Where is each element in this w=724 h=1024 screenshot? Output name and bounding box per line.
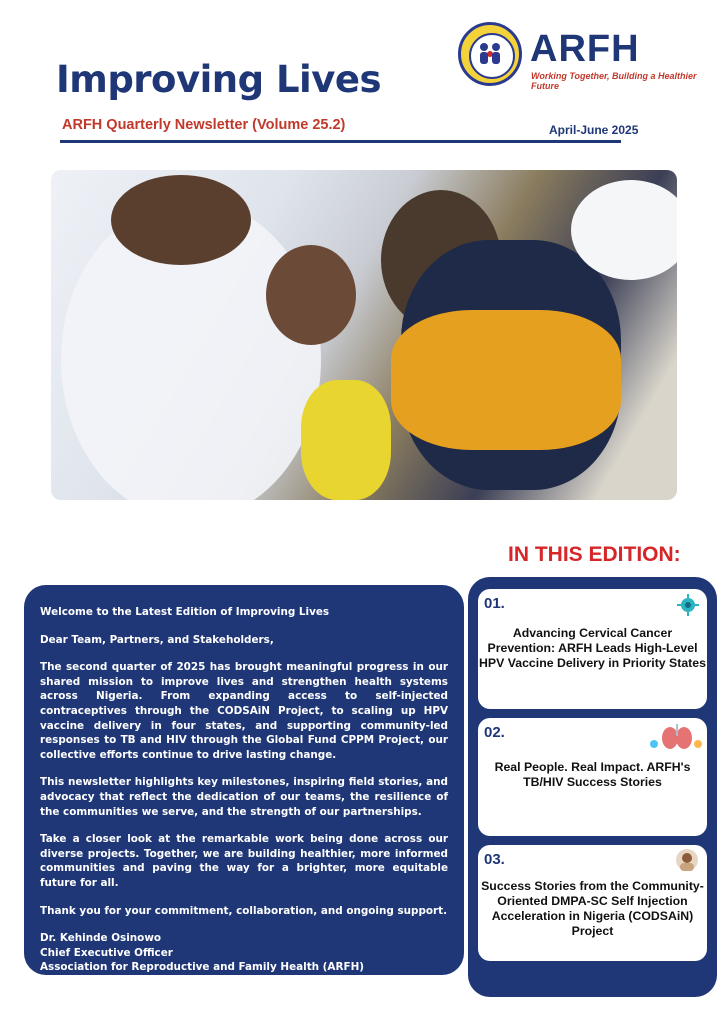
letter-greeting: Welcome to the Latest Edition of Improving Lives [40, 606, 330, 618]
toc-title: Advancing Cervical Cancer Prevention: ARFH Leads High-Level HPV Vaccine Delivery in Priority States [479, 626, 706, 670]
arfh-seal-logo [458, 22, 522, 86]
signature-org: Association for Reproductive and Family Health (ARFH) [40, 961, 365, 974]
toc-number: 01. [484, 595, 505, 612]
toc-title: Success Stories from the Community-Oriented DMPA-SC Self Injection Acceleration in Nigeria (CODSAiN) Project [481, 879, 704, 938]
welcome-letter [24, 585, 464, 975]
signature-title: Chief Executive Officer [40, 946, 173, 959]
family-icon [475, 39, 505, 69]
header-divider [60, 140, 621, 143]
letter-salutation: Dear Team, Partners, and Stakeholders, [40, 633, 274, 646]
virus-icon [676, 593, 700, 617]
toc-number: 02. [484, 724, 505, 741]
brand-tagline: Working Together, Building a Healthier Future [531, 71, 697, 91]
letter-paragraph: Thank you for your commitment, collaboration, and ongoing support. [40, 904, 448, 917]
edition-heading: IN THIS EDITION: [508, 543, 681, 566]
newsletter-subtitle: ARFH Quarterly Newsletter (Volume 25.2) [62, 117, 346, 133]
toc-item[interactable] [478, 589, 707, 709]
signature-name: Dr. Kehinde Osinowo [40, 932, 162, 945]
letter-paragraph: This newsletter highlights key milestones, inspiring field stories, and advocacy that reflect the dedication of our teams, the resilience of the communities we serve, and the strength of our partnerships. [40, 776, 448, 818]
lungs-health-icon [648, 722, 704, 752]
letter-paragraph: Take a closer look at the remarkable work being done across our diverse projects. Together, we are building healthier, more informed communities and paving the way for a brighter, more equitable future for all. [40, 833, 448, 889]
toc-item[interactable] [478, 845, 707, 961]
woman-portrait-icon [676, 849, 698, 871]
issue-date: April-June 2025 [549, 123, 639, 137]
page-title: Improving Lives [56, 58, 381, 101]
toc-number: 03. [484, 851, 505, 868]
cover-photo [51, 170, 677, 500]
toc-item[interactable] [478, 718, 707, 836]
letter-paragraph: The second quarter of 2025 has brought meaningful progress in our shared mission to improve lives and strengthen health systems across Nigeria. From expanding access to self-injected contraceptives through the CODSAiN Project, to scaling up HPV vaccine delivery in four states, and supporting community-led responses to TB and HIV through the Global Fund CPPM Project, our collective efforts continue to drive lasting change. [40, 661, 448, 761]
brand-name: ARFH [530, 28, 640, 70]
toc-title: Real People. Real Impact. ARFH's TB/HIV Success Stories [494, 760, 691, 789]
table-of-contents [468, 577, 717, 997]
